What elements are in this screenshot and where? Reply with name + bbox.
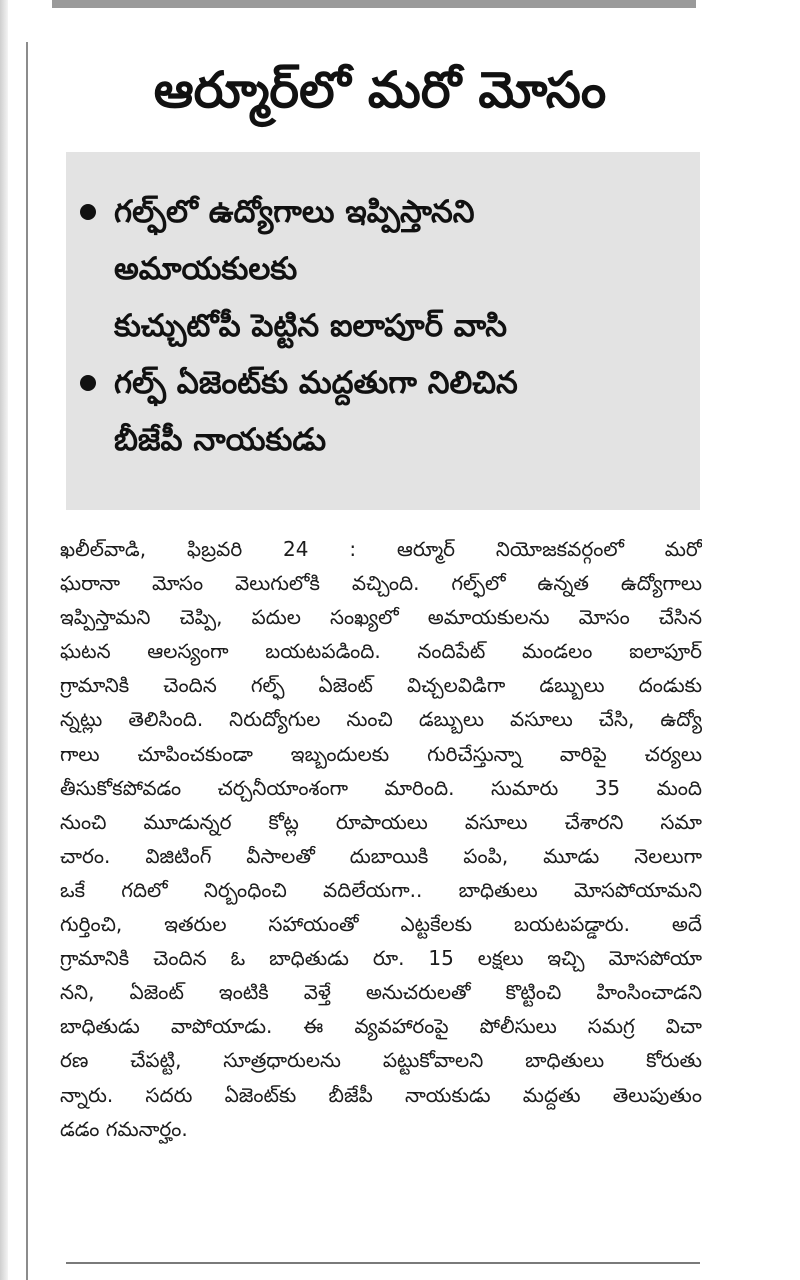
top-rule xyxy=(52,0,696,8)
body-line: బాధితుడు వాపోయాడు. ఈ వ్యవహారంపై పోలీసులు సమగ్ర విచా xyxy=(60,1014,702,1039)
body-line: గుర్తించి, ఇతరుల సహాయంతో ఎట్టకేలకు బయటపడ్డారు. అదే xyxy=(60,912,702,937)
body-line: గ్రామానికి చెందిన గల్ఫ్ ఏజెంట్ విచ్చలవిడిగా డబ్బులు దండుకు xyxy=(60,673,702,698)
subhead-text: గల్ఫ్ ఏజెంట్‌కు మద్దతుగా నిలిచిన xyxy=(114,365,518,401)
body-line: గాలు చూపించకుండా ఇబ్బందులకు గురిచేస్తున్నా వారిపై చర్యలు xyxy=(60,741,702,766)
body-line: రణ చేపట్టి, సూత్రధారులను పట్టుకోవాలని బాధితులు కోరుతు xyxy=(60,1048,702,1073)
bullet-icon xyxy=(80,204,96,220)
page-edge-shadow xyxy=(0,0,8,1280)
subhead-text: అమాయకులకు xyxy=(114,251,298,287)
subhead-text: బీజేపీ నాయకుడు xyxy=(114,422,327,458)
body-line: ఒకే గదిలో నిర్బంధించి వదిలేయగా.. బాధితులు మోసపోయామని xyxy=(60,877,702,902)
subhead-line xyxy=(114,412,680,469)
headline: ఆర్మూర్‌లో మరో మోసం xyxy=(153,61,607,119)
body-line: ఘరానా మోసం వెలుగులోకి వచ్చింది. గల్ఫ్‌లో ఉన్నత ఉద్యోగాలు xyxy=(60,571,702,596)
subhead-line xyxy=(114,184,680,241)
body-line: నని, ఏజెంట్ ఇంటికి వెళ్తే అనుచరులతో కొట్టించి హింసించాడని xyxy=(60,980,702,1005)
subhead-line xyxy=(114,355,680,412)
subhead-line xyxy=(114,298,680,355)
body-line: నుంచి మూడున్నర కోట్ల రూపాయలు వసూలు చేశారని సమా xyxy=(60,809,702,834)
body-line: న్నారు. సదరు ఏజెంట్‌కు బీజేపీ నాయకుడు మద్దతు తెలుపుతుం xyxy=(60,1082,702,1107)
body-line: ఖలీల్‌వాడి, ఫిబ్రవరి 24 : ఆర్మూర్ నియోజకవర్గంలో మరో xyxy=(60,537,702,561)
body-line: ఘటన ఆలస్యంగా బయటపడింది. నందిపేట్ మండలం ఐలాపూర్ xyxy=(60,639,702,664)
column-divider xyxy=(26,42,28,1280)
body-line: గ్రామానికి చెందిన ఓ బాధితుడు రూ. 15 లక్షలు ఇచ్చి మోసపోయా xyxy=(60,946,702,971)
subhead-text: కుచ్చుటోపీ పెట్టిన ఐలాపూర్ వాసి xyxy=(114,308,508,344)
subhead-text: గల్ఫ్‌లో ఉద్యోగాలు ఇప్పిస్తానని xyxy=(114,194,475,230)
body-line: న్నట్లు తెలిసింది. నిరుద్యోగుల నుంచి డబ్బులు వసూలు చేసి, ఉద్యో xyxy=(60,707,702,732)
article-body xyxy=(60,532,702,1146)
body-line: చారం. విజిటింగ్ వీసాలతో దుబాయికి పంపి, మూడు నెలలుగా xyxy=(60,843,702,868)
body-line: తీసుకోకపోవడం చర్చనీయాంశంగా మారింది. సుమారు 35 మంది xyxy=(60,775,702,800)
body-line: ఇప్పిస్తామని చెప్పి, పదుల సంఖ్యలో అమాయకులను మోసం చేసిన xyxy=(60,605,702,630)
body-line: డడం గమనార్హం. xyxy=(60,1116,188,1141)
bullet-icon xyxy=(80,375,96,391)
subhead-box xyxy=(66,152,700,510)
subhead-line xyxy=(114,241,680,298)
bottom-rule xyxy=(66,1262,700,1264)
